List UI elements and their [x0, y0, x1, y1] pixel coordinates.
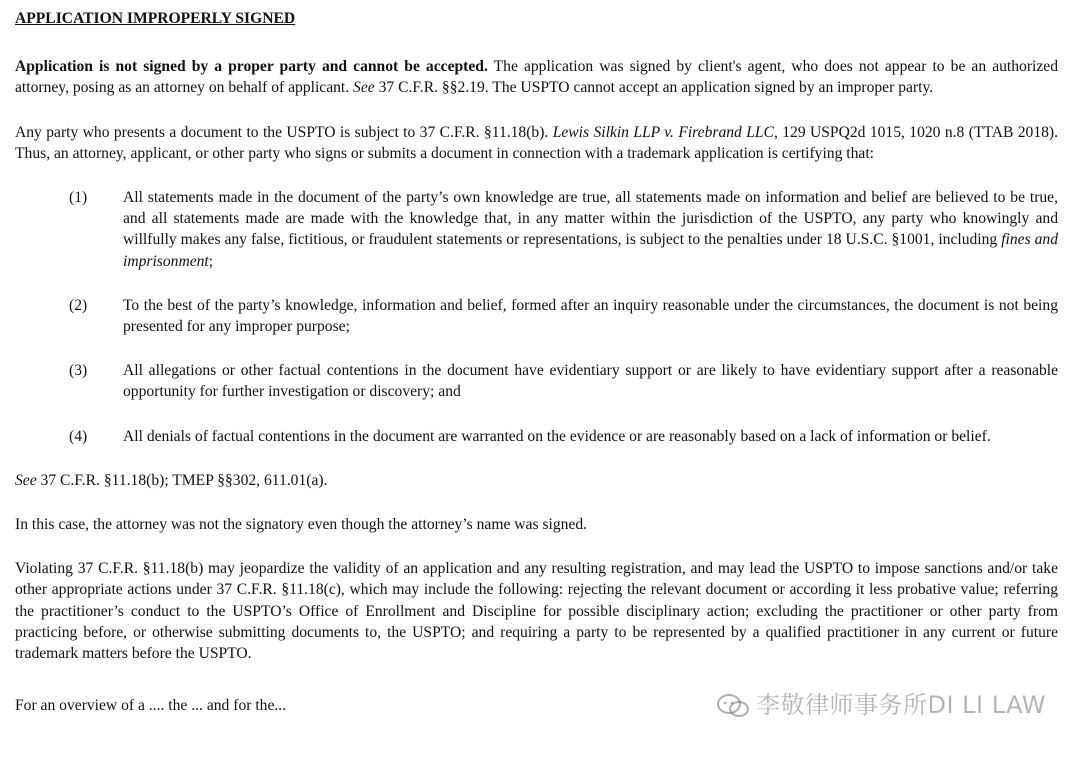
list-item	[15, 187, 1058, 272]
list-item-text: All statements made in the document of the party’s own knowledge are true, all statements made on information and belief are believed to be true, and all statements made are made with the knowledge that, in any matter within the jurisdiction of the USPTO, any party who knowingly and willfully makes any false, fictitious, or fraudulent statements or representations, is subject to the penalties under 18 U.S.C. §1001, including fines and imprisonment;	[123, 189, 1058, 270]
list-number: (2)	[69, 296, 88, 314]
list-number: (3)	[69, 362, 88, 380]
list-item-text: All allegations or other factual contentions in the document have evidentiary support or are likely to have evidentiary support after a reasonable opportunity for further investigation or discovery; and	[123, 362, 1058, 401]
list-number: (4)	[69, 427, 88, 445]
case-citation: Lewis Silkin LLP v. Firebrand LLC	[552, 123, 774, 141]
list-item	[15, 360, 1058, 402]
see-citation: See 37 C.F.R. §11.18(b); TMEP §§302, 611.01(a).	[15, 471, 328, 489]
section-heading: APPLICATION IMPROPERLY SIGNED	[15, 10, 296, 27]
case-statement: In this case, the attorney was not the signatory even though the attorney’s name was signed.	[15, 516, 588, 534]
paragraph-improper-party: Application is not signed by a proper party and cannot be accepted. The application was signed by client's agent, who does not appear to be an authorized attorney, posing as an attorney on behalf of applicant. See 37 C.F.R. §§2.19. The USPTO cannot accept an application signed by an improper party.	[15, 58, 1059, 97]
bold-lead: Application is not signed by a proper party and cannot be accepted.	[15, 58, 488, 76]
list-item-text: To the best of the party’s knowledge, information and belief, formed after an inquiry reasonable under the circumstances, the document is not being presented for any improper purpose;	[123, 296, 1058, 336]
paragraph-violation: Violating 37 C.F.R. §11.18(b) may jeopardize the validity of an application and any resulting registration, and may lead the USPTO to impose sanctions and/or take other appropriate actions under 37 C.F.R. §11.18(c), which may include the following: rejecting the relevant document or according it less probative value; referring the practitioner’s conduct to the USPTO’s Office of Enrollment and Discipline for possible disciplinary action; excluding the practitioner or other party from practicing before, or otherwise submitting documents to, the USPTO; and requiring a party to be represented by a qualified practitioner in any current or future trademark matters before the USPTO.	[15, 560, 1058, 663]
certification-list	[15, 187, 1058, 447]
cut-off-line: For an overview of a .... the ... and for the...	[15, 697, 287, 715]
list-number: (1)	[69, 189, 88, 207]
list-item-text: All denials of factual contentions in the document are warranted on the evidence or are reasonably based on a lack of information or belief.	[123, 427, 991, 445]
list-item	[15, 295, 1058, 337]
watermark-text: 李敬律师事务所DI LI LAW	[755, 691, 1046, 720]
paragraph-certification: Any party who presents a document to the USPTO is subject to 37 C.F.R. §11.18(b). Lewis Silkin LLP v. Firebrand LLC, 129 USPQ2d 1015, 1020 n.8 (TTAB 2018). Thus, an attorney, applicant, or other party who signs or submits a document in connection with a trademark application is certifying that:	[15, 123, 1058, 162]
list-item	[15, 426, 1058, 447]
